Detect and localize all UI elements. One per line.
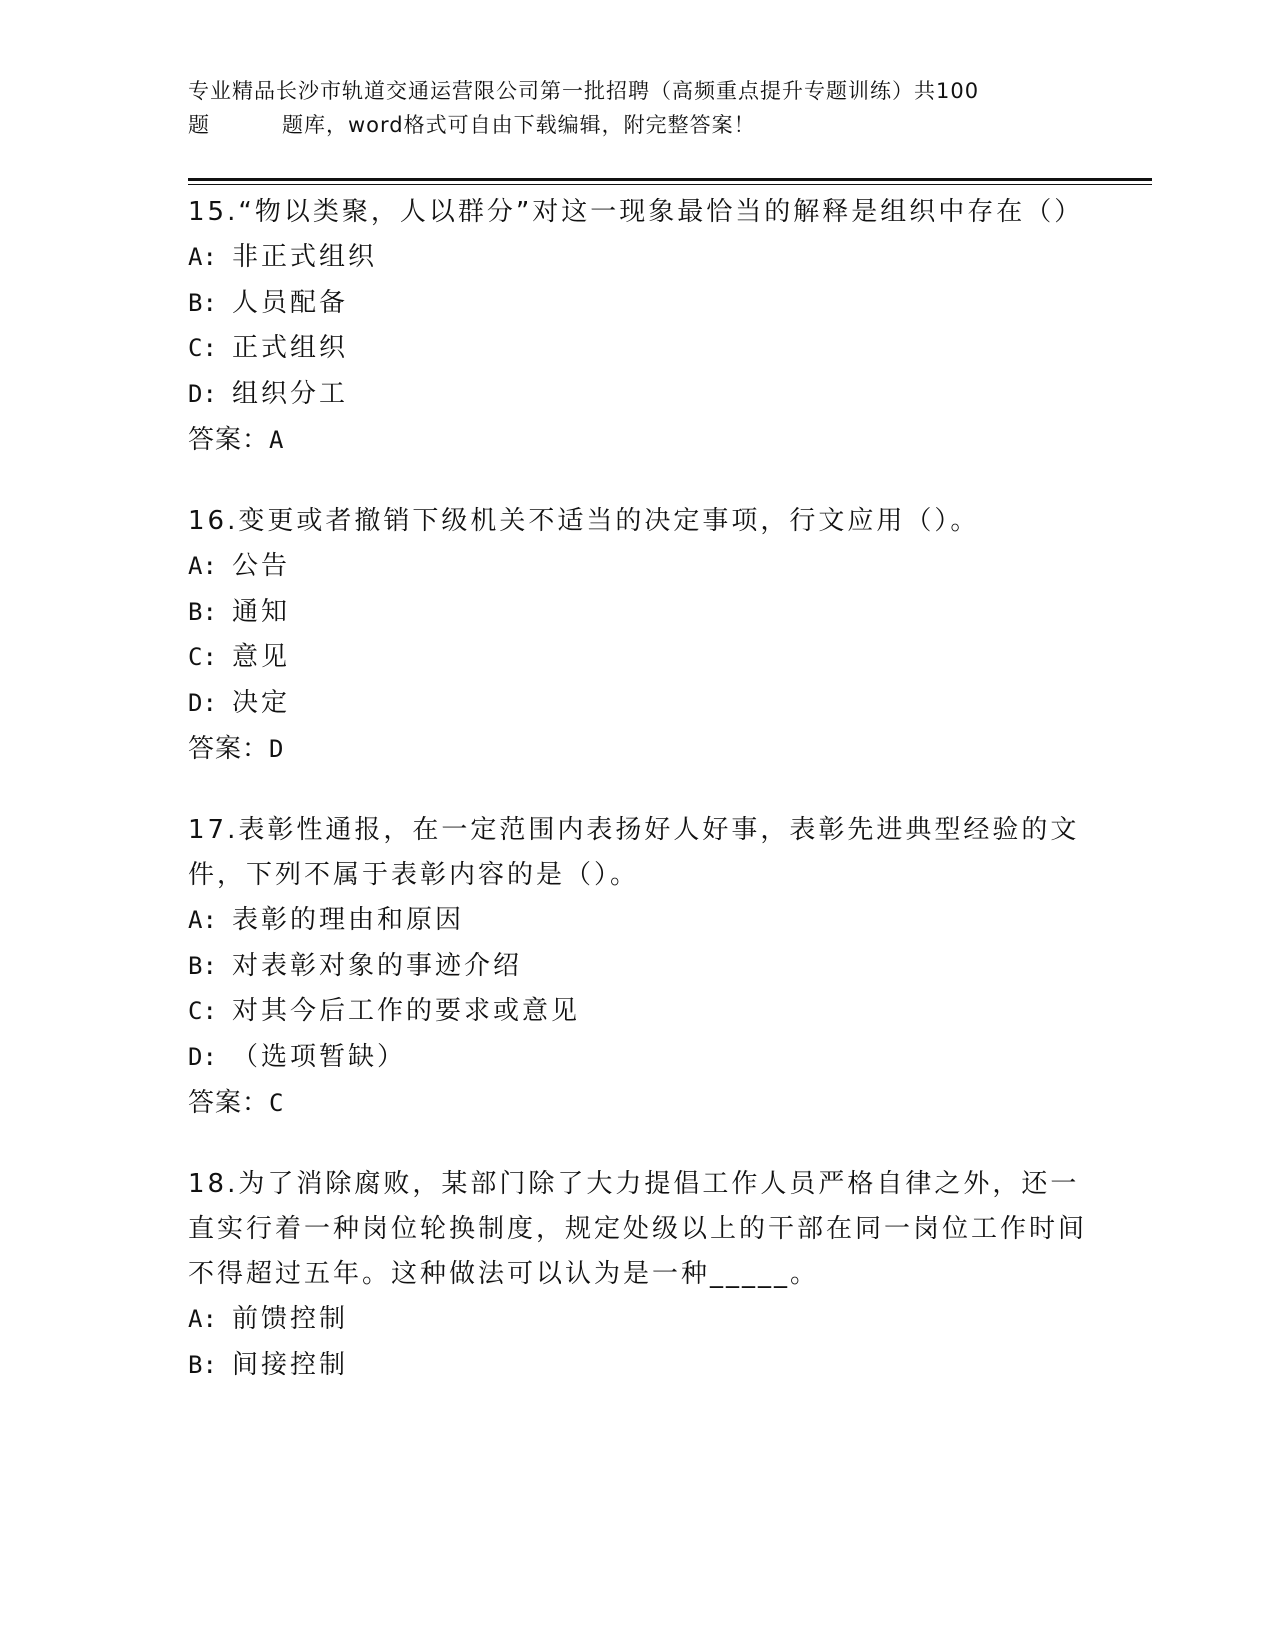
question-16 xyxy=(188,499,1088,772)
option-d xyxy=(188,372,1088,418)
option-letter: D: xyxy=(188,379,217,408)
option-b xyxy=(188,1343,1088,1389)
question-stem: 18.为了消除腐败，某部门除了大力提倡工作人员严格自律之外，还一直实行着一种岗位轮换制度，规定处级以上的干部在同一岗位工作时间不得超过五年。这种做法可以认为是一种_____。 xyxy=(188,1169,1088,1289)
question-17 xyxy=(188,808,1088,1126)
option-b xyxy=(188,590,1088,636)
option-a xyxy=(188,235,1088,281)
answer-line xyxy=(188,1080,1088,1126)
question-stem: 15.“物以类聚，人以群分”对这一现象最恰当的解释是组织中存在（） xyxy=(188,197,1084,227)
option-d xyxy=(188,1035,1088,1081)
option-letter: A: xyxy=(188,1305,217,1333)
question-15 xyxy=(188,190,1088,463)
option-text: 通知 xyxy=(232,596,291,627)
option-c xyxy=(188,989,1088,1035)
option-c xyxy=(188,326,1088,372)
option-text: 前馈控制 xyxy=(232,1304,349,1334)
answer-line xyxy=(188,726,1088,772)
header-title-line-1: 专业精品长沙市轨道交通运营限公司第一批招聘（高频重点提升专题训练）共100 xyxy=(188,79,980,103)
answer-label: 答案： xyxy=(188,1088,270,1118)
option-text: 对表彰对象的事迹介绍 xyxy=(232,950,523,981)
option-text: 组织分工 xyxy=(232,378,349,409)
option-letter: B: xyxy=(188,597,217,626)
header-divider-thick xyxy=(188,178,1152,181)
answer-line xyxy=(188,417,1088,463)
option-b xyxy=(188,281,1088,327)
option-letter: A: xyxy=(188,243,217,271)
option-c xyxy=(188,635,1088,681)
option-letter: B: xyxy=(188,288,217,317)
answer-label: 答案： xyxy=(188,734,270,764)
header-title-line-2-head: 题 xyxy=(188,113,210,137)
option-text: 正式组织 xyxy=(232,333,349,363)
header-divider-thin xyxy=(188,184,1152,185)
question-18 xyxy=(188,1162,1088,1388)
option-letter: D: xyxy=(188,1042,217,1071)
option-a xyxy=(188,544,1088,590)
question-list xyxy=(188,190,1088,1424)
header-title-line-2 xyxy=(188,108,1088,142)
answer-value: A xyxy=(269,426,285,454)
option-letter: C: xyxy=(188,643,217,671)
option-text: 意见 xyxy=(232,642,291,672)
option-text: （选项暂缺） xyxy=(232,1041,407,1072)
option-letter: C: xyxy=(188,997,217,1025)
answer-value: D xyxy=(269,735,285,763)
option-text: 公告 xyxy=(232,551,291,581)
option-text: 人员配备 xyxy=(232,287,349,318)
option-letter: A: xyxy=(188,906,217,934)
answer-label: 答案： xyxy=(188,425,270,455)
option-letter: B: xyxy=(188,1350,217,1379)
option-text: 对其今后工作的要求或意见 xyxy=(232,996,581,1026)
option-letter: C: xyxy=(188,334,217,362)
option-letter: A: xyxy=(188,552,217,580)
option-a xyxy=(188,898,1088,944)
question-stem: 17.表彰性通报，在一定范围内表扬好人好事，表彰先进典型经验的文件，下列不属于表彰内容的是（）。 xyxy=(188,815,1080,890)
header-title-line-2-tail: 题库，word格式可自由下载编辑，附完整答案！ xyxy=(282,113,756,137)
option-a xyxy=(188,1297,1088,1343)
option-letter: D: xyxy=(188,688,217,717)
option-text: 决定 xyxy=(232,687,291,718)
question-stem: 16.变更或者撤销下级机关不适当的决定事项，行文应用（）。 xyxy=(188,506,980,536)
option-letter: B: xyxy=(188,951,217,980)
option-d xyxy=(188,681,1088,727)
document-header xyxy=(188,74,1088,142)
option-text: 非正式组织 xyxy=(232,242,378,272)
answer-value: C xyxy=(269,1089,285,1117)
option-text: 表彰的理由和原因 xyxy=(232,905,465,935)
option-text: 间接控制 xyxy=(232,1349,349,1380)
option-b xyxy=(188,944,1088,990)
